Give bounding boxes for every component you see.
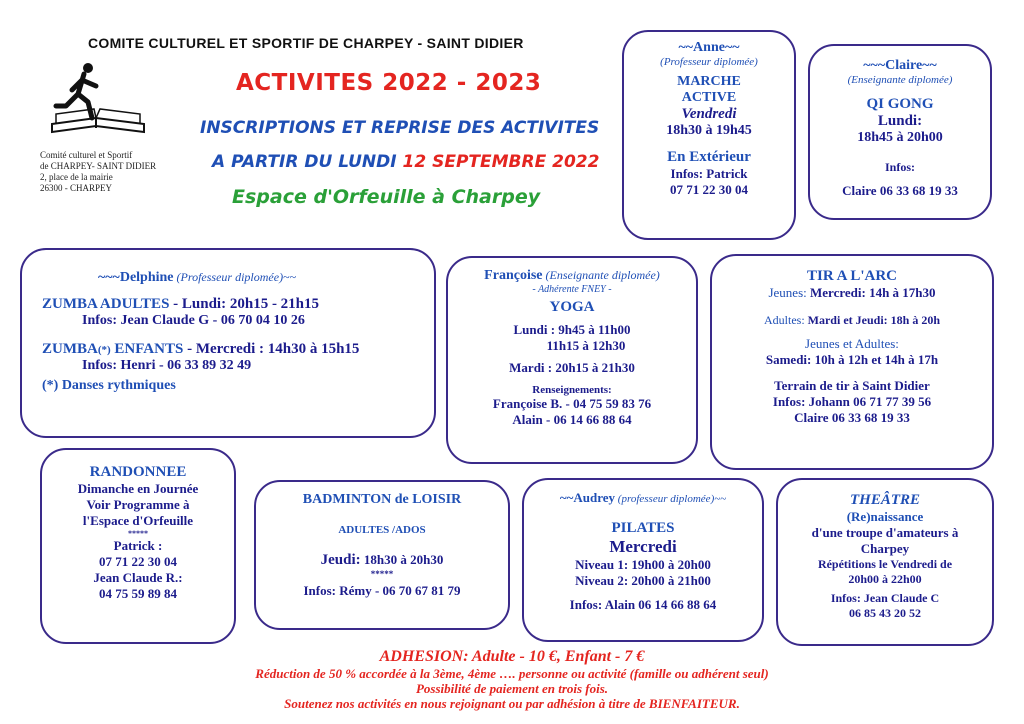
infos: Infos: Alain 06 14 66 88 64 xyxy=(569,597,717,612)
activity-name: YOGA xyxy=(549,299,595,315)
instructor-heading: ~~Audrey (professeur diplomée)~~ xyxy=(559,490,727,505)
jeunes-schedule: Jeunes: Mercredi: 14h à 17h30 xyxy=(768,285,936,300)
instructor-heading: Françoise (Enseignante diplomée) xyxy=(484,268,660,283)
niveau-2: Niveau 2: 20h00 à 21h00 xyxy=(575,573,711,588)
instructor-title: (Professeur diplomée) xyxy=(660,56,758,68)
instructor-title: (Enseignante diplomée) xyxy=(847,74,953,86)
card-qi-gong xyxy=(808,44,992,220)
location: En Extérieur xyxy=(667,149,751,165)
payment-note: Possibilité de paiement en trois fois. xyxy=(415,681,609,696)
schedule-lundi-2: 11h15 à 12h30 xyxy=(546,338,626,353)
infos: Infos: Rémy - 06 70 67 81 79 xyxy=(303,583,461,598)
contact-label: Patrick : xyxy=(113,538,163,553)
contact: Claire 06 33 68 19 33 xyxy=(842,183,958,198)
zumba-adultes-infos: Infos: Jean Claude G - 06 70 04 10 26 xyxy=(82,313,305,328)
schedule-lundi: Lundi : 9h45 à 11h00 xyxy=(513,322,631,337)
contact-label-2: Jean Claude R.: xyxy=(93,570,183,585)
activity-name: BADMINTON de LOISIR xyxy=(302,492,462,507)
adultes-schedule: Adultes: Mardi et Jeudi: 18h à 20h xyxy=(763,313,940,327)
adhesion-prices: ADHESION: Adulte - 10 €, Enfant - 7 € xyxy=(379,648,645,665)
affiliation: - Adhérente FNEY - xyxy=(532,284,612,295)
day: Mercredi xyxy=(609,537,677,556)
footer-adhesion xyxy=(0,648,1024,711)
activity-name: QI GONG xyxy=(866,96,934,112)
card-theatre xyxy=(776,478,994,646)
time: 18h30 à 19h45 xyxy=(666,123,752,138)
description-3: Charpey xyxy=(860,541,910,556)
infos: Infos: Patrick xyxy=(670,166,748,181)
renseignements-label: Renseignements: xyxy=(532,384,612,396)
zumba-enfants: ZUMBA(*) ENFANTS - Mercredi : 14h30 à 15h15 xyxy=(42,341,360,357)
zumba-enfants-infos: Infos: Henri - 06 33 89 32 49 xyxy=(82,358,252,373)
activity-name-2: ACTIVE xyxy=(681,90,737,105)
zumba-adultes: ZUMBA ADULTES - Lundi: 20h15 - 21h15 xyxy=(42,296,320,312)
venue-name: Espace d'Orfeuille à Charpey xyxy=(232,186,541,208)
card-yoga xyxy=(446,256,698,464)
schedule-mardi: Mardi : 20h15 à 21h30 xyxy=(509,360,635,375)
activity-name: TIR A L'ARC xyxy=(806,268,898,284)
card-tir-a-larc xyxy=(710,254,994,470)
activity-name: MARCHE xyxy=(677,74,741,89)
description-3: l'Espace d'Orfeuille xyxy=(82,513,194,528)
infos: Infos: Johann 06 71 77 39 56 xyxy=(772,394,932,409)
instructor-heading: ~~~Delphine (Professeur diplomée)~~ xyxy=(98,270,297,285)
activites-title: ACTIVITES 2022 - 2023 xyxy=(236,70,542,96)
activity-name: PILATES xyxy=(611,520,675,536)
activity-name: RANDONNEE xyxy=(89,464,187,480)
runner-book-logo xyxy=(48,62,148,144)
day: Lundi: xyxy=(877,113,923,129)
contact: Claire 06 33 68 19 33 xyxy=(794,410,910,425)
jeunes-adultes-label: Jeunes et Adultes: xyxy=(805,336,899,351)
card-badminton xyxy=(254,480,510,630)
contact: Françoise B. - 04 75 59 83 76 xyxy=(492,396,652,411)
logo-caption: Comité culturel et Sportif de CHARPEY- SAINT DIDIER 2, place de la mairie 26300 - CHARPEY xyxy=(40,150,157,193)
org-title: COMITE CULTUREL ET SPORTIF DE CHARPEY - SAINT DIDIER xyxy=(88,35,524,51)
description-2: d'une troupe d'amateurs à xyxy=(811,525,959,540)
card-zumba xyxy=(20,248,436,438)
time: 20h00 à 22h00 xyxy=(848,572,922,586)
infos: Infos: xyxy=(884,160,915,174)
phone-2: 04 75 59 89 84 xyxy=(99,586,177,601)
card-marche-active xyxy=(622,30,796,240)
card-randonnee xyxy=(40,448,236,644)
audience: ADULTES /ADOS xyxy=(338,524,426,536)
description-1: (Re)naissance xyxy=(846,509,924,524)
phone: 06 85 43 20 52 xyxy=(849,606,921,620)
card-pilates xyxy=(522,478,764,642)
day: Vendredi xyxy=(681,106,737,122)
contact-2: Alain - 06 14 66 88 64 xyxy=(512,412,632,427)
separator: ***** xyxy=(370,569,394,579)
infos: Infos: Jean Claude C xyxy=(830,591,940,605)
separator: ***** xyxy=(128,529,148,538)
reprise-date-line: A PARTIR DU LUNDI 12 SEPTEMBRE 2022 xyxy=(212,152,600,172)
instructor-name: ~~Anne~~ xyxy=(678,40,740,55)
location: Terrain de tir à Saint Didier xyxy=(774,378,930,393)
description-1: Dimanche en Journée xyxy=(77,481,199,496)
support-note: Soutenez nos activités en nous rejoignant ou par adhésion à titre de BIENFAITEUR. xyxy=(284,696,740,711)
schedule: Jeudi: 18h30 à 20h30 xyxy=(320,552,444,568)
reduction-note: Réduction de 50 % accordée à la 3ème, 4ème …. personne ou activité (famille ou adhérent seul) xyxy=(255,666,769,681)
phone: 07 71 22 30 04 xyxy=(670,182,748,197)
activity-name: THEÂTRE xyxy=(849,492,920,508)
time: 18h45 à 20h00 xyxy=(857,130,943,145)
schedule: Répétitions le Vendredi de xyxy=(817,557,953,571)
footnote: (*) Danses rythmiques xyxy=(42,378,176,393)
phone: 07 71 22 30 04 xyxy=(99,554,177,569)
description-2: Voir Programme à xyxy=(86,497,190,512)
instructor-name: ~~~Claire~~ xyxy=(863,58,937,73)
inscriptions-heading: INSCRIPTIONS ET REPRISE DES ACTIVITES xyxy=(200,118,600,138)
samedi-schedule: Samedi: 10h à 12h et 14h à 17h xyxy=(765,352,939,367)
niveau-1: Niveau 1: 19h00 à 20h00 xyxy=(575,557,711,572)
